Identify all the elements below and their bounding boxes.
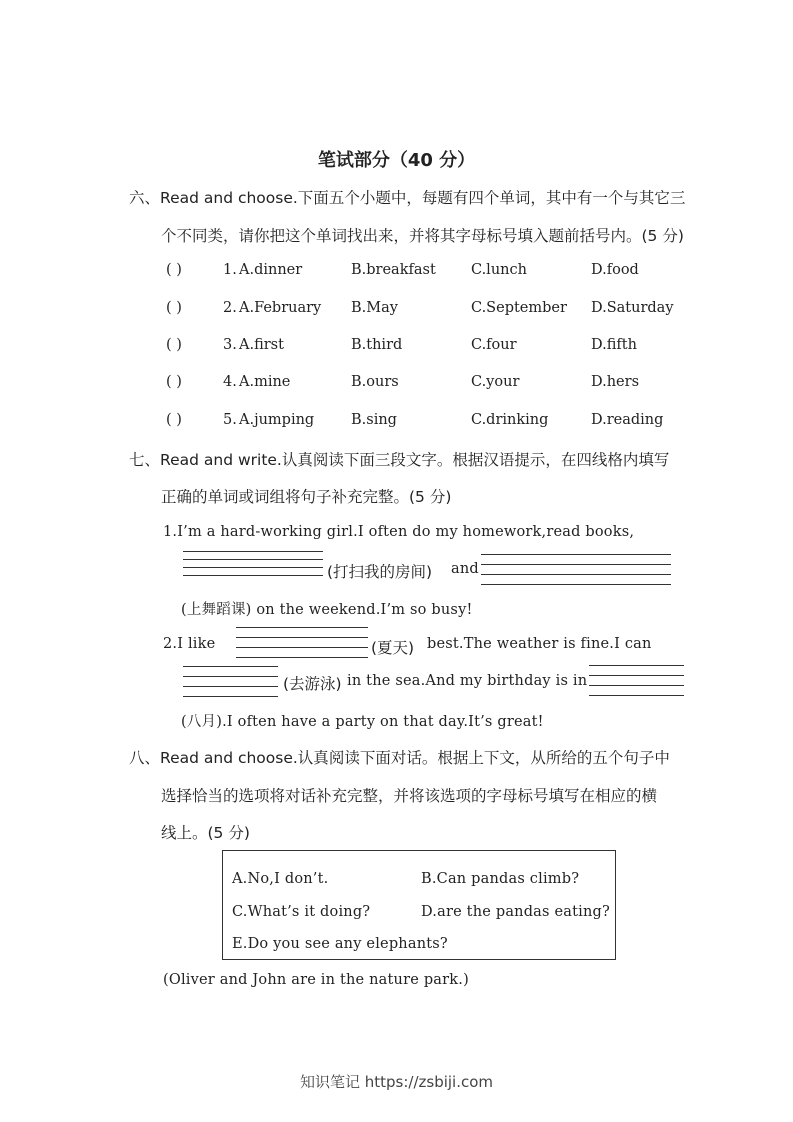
option-a: A.jumping [239,412,315,428]
passage2-line3: (八月).I often have a party on that day.It’s great! [181,714,544,730]
option-a: A.February [239,300,322,316]
options-box [222,850,616,960]
section8-instruction-line3: 线上。(5 分) [161,824,250,842]
passage1-hint1: (打扫我的房间) [327,563,433,581]
option-d: D.hers [591,374,640,390]
option-d: D.reading [591,412,664,428]
option-b: B.Can pandas climb? [421,871,580,887]
four-line-blank[interactable] [183,551,323,581]
section8-instruction-line1: 八、Read and choose.认真阅读下面对话。根据上下文，从所给的五个句子中 [129,749,670,767]
passage2-hint2: (去游泳) [283,675,342,693]
answer-bracket[interactable]: ( ) [166,374,182,390]
option-a: A.mine [239,374,291,390]
passage2-rest1: best.The weather is fine.I can [427,636,652,652]
option-b: B.breakfast [351,262,436,278]
option-c: C.drinking [471,412,549,428]
answer-bracket[interactable]: ( ) [166,412,182,428]
four-line-blank[interactable] [183,666,278,696]
question-number: 2. [223,300,237,316]
section8-instruction-line2: 选择恰当的选项将对话补充完整，并将该选项的字母标号填写在相应的横 [161,787,658,805]
question-number: 3. [223,337,237,353]
option-b: B.third [351,337,403,353]
passage1-and: and [451,561,479,577]
passage2-start: 2.I like [163,636,216,652]
section6-instruction-line1: 六、Read and choose.下面五个小题中，每题有四个单词，其中有一个与其它三 [129,189,686,207]
answer-bracket[interactable]: ( ) [166,300,182,316]
option-b: B.May [351,300,398,316]
option-c: C.What’s it doing? [232,904,371,920]
passage1-line3: (上舞蹈课) on the weekend.I’m so busy! [181,602,473,618]
section7-instruction-line2: 正确的单词或词组将句子补充完整。(5 分) [161,488,452,506]
answer-bracket[interactable]: ( ) [166,337,182,353]
four-line-blank[interactable] [481,554,671,584]
option-c: C.your [471,374,520,390]
four-line-blank[interactable] [236,627,368,657]
section6-instruction-line2: 个不同类，请你把这个单词找出来，并将其字母标号填入题前括号内。(5 分) [161,227,684,245]
footer-watermark: 知识笔记 https://zsbiji.com [299,1073,494,1091]
dialogue-context: (Oliver and John are in the nature park.) [163,972,469,988]
option-c: C.September [471,300,567,316]
answer-bracket[interactable]: ( ) [166,262,182,278]
option-d: D.are the pandas eating? [421,904,610,920]
four-line-blank[interactable] [589,665,684,695]
question-number: 5. [223,412,237,428]
option-b: B.ours [351,374,399,390]
option-c: C.lunch [471,262,527,278]
option-a: A.dinner [239,262,303,278]
option-c: C.four [471,337,517,353]
passage2-rest2: in the sea.And my birthday is in [347,673,588,689]
option-b: B.sing [351,412,397,428]
question-number: 4. [223,374,237,390]
section7-instruction-line1: 七、Read and write.认真阅读下面三段文字。根据汉语提示，在四线格内填写 [129,451,670,469]
option-a: A.first [239,337,284,353]
option-d: D.fifth [591,337,637,353]
passage2-hint1: (夏天) [371,639,415,657]
option-d: D.Saturday [591,300,674,316]
question-number: 1. [223,262,237,278]
option-e: E.Do you see any elephants? [232,936,448,952]
option-a: A.No,I don’t. [232,871,329,887]
option-d: D.food [591,262,639,278]
passage1-line1: 1.I’m a hard-working girl.I often do my homework,read books, [163,524,635,540]
page-title: 笔试部分（40 分） [317,150,476,171]
